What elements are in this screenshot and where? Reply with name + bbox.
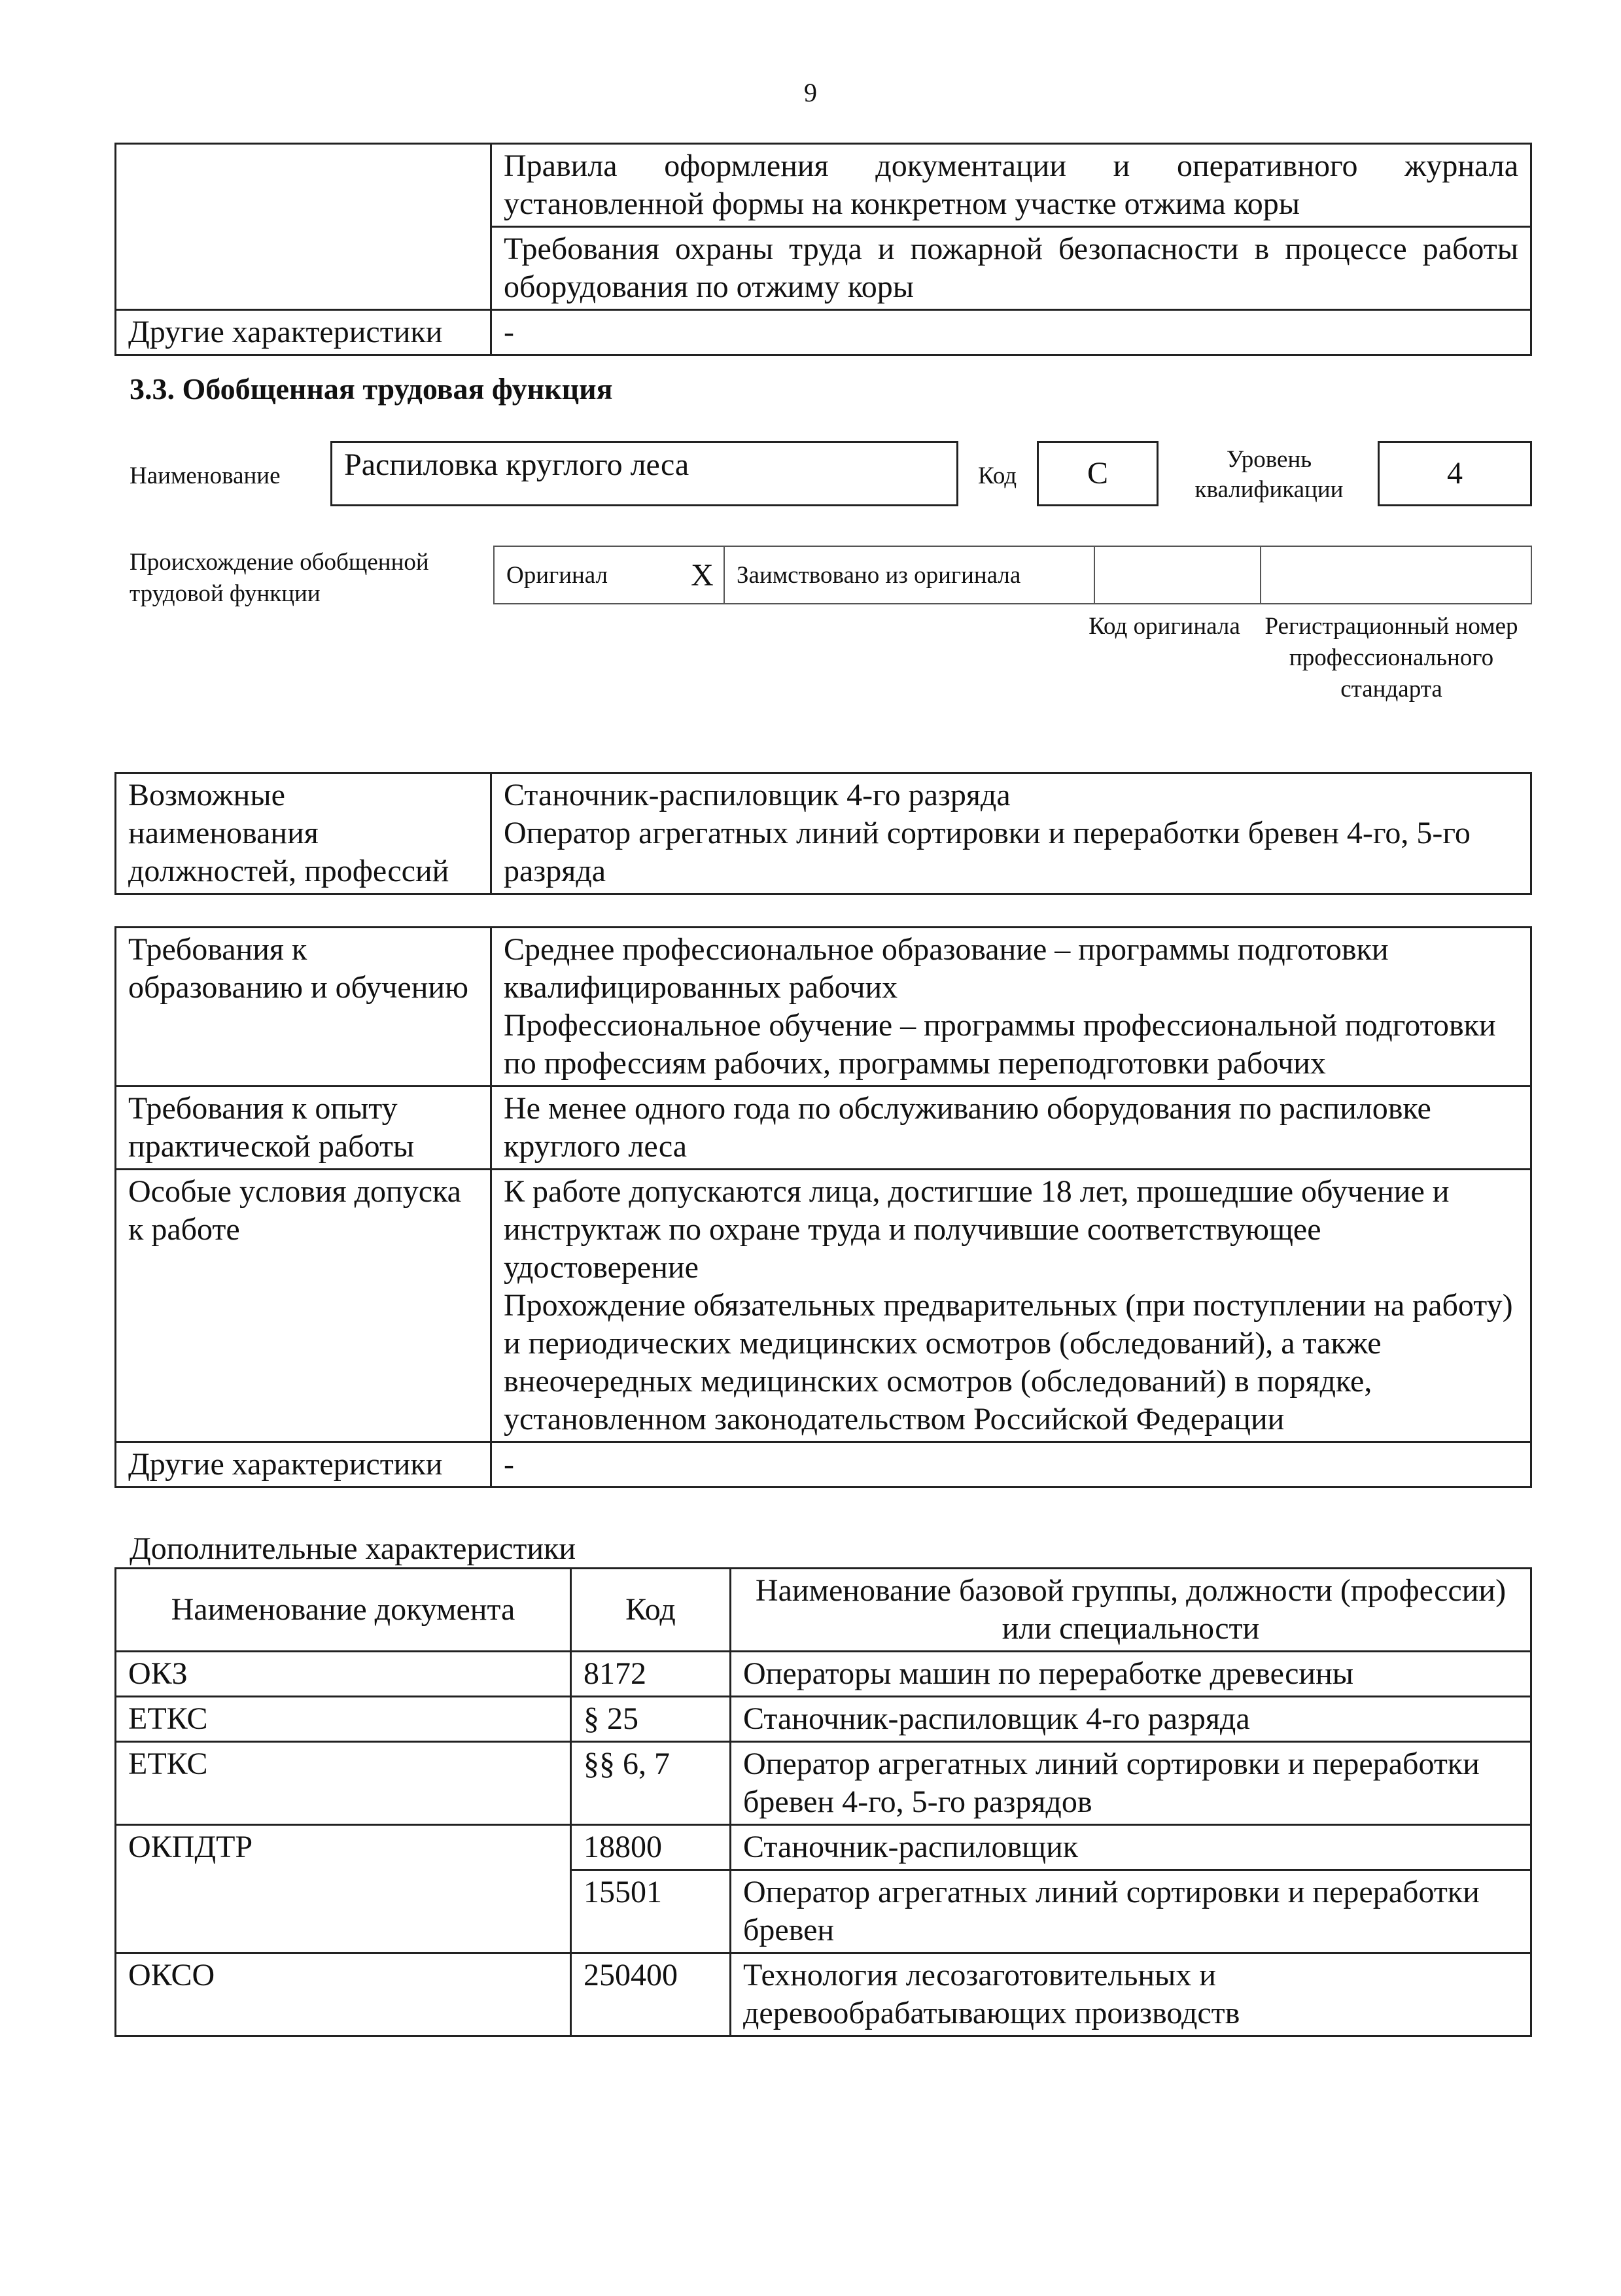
code-cell: 250400	[571, 1953, 731, 2036]
text-line: Среднее профессиональное образование – программы подготовки квалифицированных рабочих	[504, 932, 1389, 1005]
code-cell: 18800	[571, 1825, 731, 1870]
table-row	[116, 1825, 1531, 1870]
requirement-value	[491, 928, 1531, 1087]
text-line: К работе допускаются лица, достигшие 18 лет, прошедшие обучение и инструктаж по охране труда и получившие соответствующее удостоверение	[504, 1174, 1450, 1285]
borrowed-label: Заимствовано из оригинала	[724, 546, 1094, 604]
code-field: C	[1037, 441, 1159, 506]
requirement-label: Другие характеристики	[116, 1442, 491, 1487]
other-characteristics-value: -	[491, 310, 1531, 355]
requirement-label: Требования к опыту практической работы	[116, 1087, 491, 1170]
name-cell: Оператор агрегатных линий сортировки и переработки бревен	[731, 1870, 1531, 1953]
table-row	[116, 1697, 1531, 1742]
requirement-value	[491, 1442, 1531, 1487]
doc-cell: ЕТКС	[116, 1697, 571, 1742]
requirement-value	[491, 1087, 1531, 1170]
table-row	[116, 1652, 1531, 1697]
requirement-label: Требования к образованию и обучению	[116, 928, 491, 1087]
table-row	[494, 546, 1531, 604]
other-characteristics-label: Другие характеристики	[116, 310, 491, 355]
name-cell: Станочник-распиловщик 4-го разряда	[731, 1697, 1531, 1742]
origin-code-caption: Код оригинала	[1089, 613, 1240, 640]
text-line: Оператор агрегатных линий сортировки и переработки бревен 4-го, 5-го разряда	[504, 816, 1471, 888]
empty-label-cell	[116, 144, 491, 310]
table-row	[116, 773, 1531, 894]
code-cell: 15501	[571, 1870, 731, 1953]
origin-reg-cell	[1261, 546, 1531, 604]
section-heading: 3.3. Обобщенная трудовая функция	[130, 372, 613, 406]
extra-characteristics-table	[114, 1567, 1532, 2037]
table-row	[116, 144, 1531, 227]
column-header: Наименование документа	[116, 1569, 571, 1652]
original-label: Оригинал	[494, 546, 688, 604]
column-header: Код	[571, 1569, 731, 1652]
origin-reg-caption: Регистрационный номер профессионального стандарта	[1264, 613, 1518, 703]
name-label: Наименование	[130, 462, 281, 489]
table-row	[116, 1087, 1531, 1170]
origin-label: Происхождение обобщенной трудовой функции	[130, 549, 429, 607]
table-row	[116, 1953, 1531, 2036]
qualification-level-field: 4	[1378, 441, 1532, 506]
code-cell: § 25	[571, 1697, 731, 1742]
doc-cell: ОКСО	[116, 1953, 571, 2036]
name-field: Распиловка круглого леса	[330, 441, 958, 506]
column-header: Наименование базовой группы, должности (профессии) или специальности	[731, 1569, 1531, 1652]
positions-label: Возможные наименования должностей, профессий	[116, 773, 491, 894]
table-header-row	[116, 1569, 1531, 1652]
code-cell: §§ 6, 7	[571, 1742, 731, 1825]
table-cell: Правила оформления документации и оперативного журнала установленной формы на конкретном участке отжима коры	[491, 144, 1531, 227]
name-cell: Технология лесозаготовительных и деревообрабатывающих производств	[731, 1953, 1531, 2036]
origin-table	[493, 546, 1532, 604]
table-row	[116, 1170, 1531, 1442]
requirement-label: Особые условия допуска к работе	[116, 1170, 491, 1442]
origin-code-cell	[1094, 546, 1261, 604]
code-label: Код	[978, 462, 1017, 489]
table-cell: Требования охраны труда и пожарной безопасности в процессе работы оборудования по отжиму коры	[491, 227, 1531, 310]
positions-table	[114, 772, 1532, 895]
table-row	[116, 928, 1531, 1087]
requirements-table	[114, 926, 1532, 1488]
qualification-level-label: Уровень квалификации	[1194, 446, 1344, 503]
page-number: 9	[804, 78, 817, 107]
text-line: Профессиональное обучение – программы профессиональной подготовки по профессиям рабочих, программы переподготовки рабочих	[504, 1008, 1496, 1081]
doc-cell: ОКЗ	[116, 1652, 571, 1697]
name-cell: Операторы машин по переработке древесины	[731, 1652, 1531, 1697]
text-line: Станочник-распиловщик 4-го разряда	[504, 778, 1011, 812]
doc-cell: ЕТКС	[116, 1742, 571, 1825]
code-cell: 8172	[571, 1652, 731, 1697]
table-row	[116, 310, 1531, 355]
name-cell: Оператор агрегатных линий сортировки и переработки бревен 4-го, 5-го разрядов	[731, 1742, 1531, 1825]
original-mark: X	[688, 546, 724, 604]
extra-heading: Дополнительные характеристики	[130, 1531, 576, 1566]
requirement-value	[491, 1170, 1531, 1442]
text-line: Прохождение обязательных предварительных (при поступлении на работу) и периодических медицинских осмотров (обследований), а также внеочередных медицинских осмотров (обследований) в порядке, установленном законодательством Российской Федерации	[504, 1288, 1513, 1436]
positions-value	[491, 773, 1531, 894]
text-line: -	[504, 1447, 514, 1482]
table-row	[116, 1442, 1531, 1487]
text-line: Не менее одного года по обслуживанию оборудования по распиловке круглого леса	[504, 1091, 1431, 1164]
name-cell: Станочник-распиловщик	[731, 1825, 1531, 1870]
doc-cell: ОКПДТР	[116, 1825, 571, 1953]
top-continuation-table	[114, 143, 1532, 356]
table-row	[116, 1742, 1531, 1825]
